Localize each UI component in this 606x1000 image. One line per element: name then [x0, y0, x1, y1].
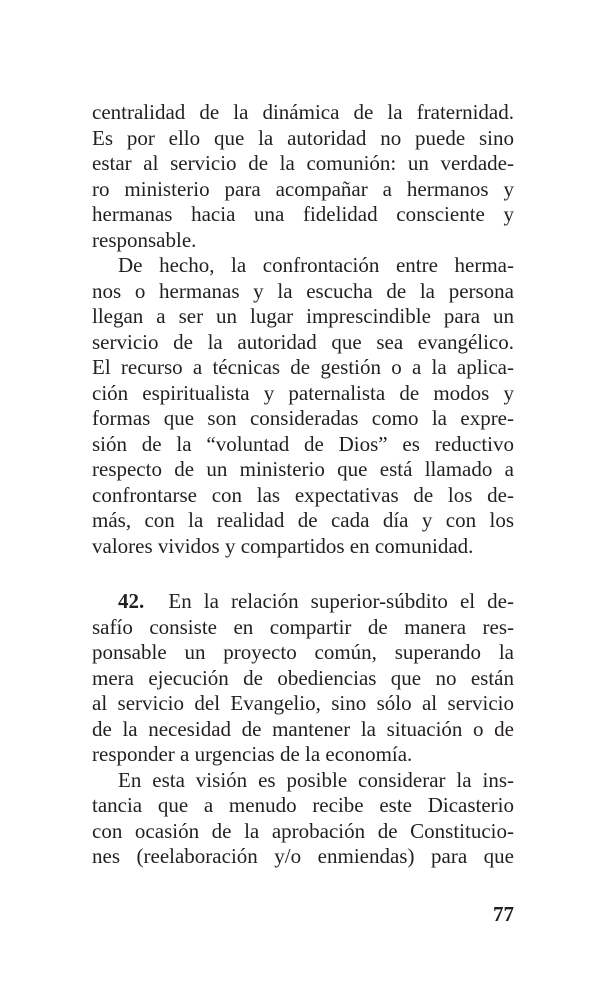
text-line: más, con la realidad de cada día y con los — [92, 508, 514, 532]
text-line: de la necesidad de mantener la situación o de — [92, 716, 514, 741]
text-line: tancia que a menudo recibe este Dicasterio — [92, 793, 514, 817]
text-line: sión de la “voluntad de Dios” es reductivo — [92, 431, 514, 456]
section-number: 42. — [118, 589, 145, 613]
text-line: nes (reelaboración y/o enmiendas) para que — [92, 844, 514, 868]
text-line: respecto de un ministerio que está llamado a — [92, 457, 514, 481]
text-line: al servicio del Evangelio, sino sólo al servicio — [92, 691, 514, 715]
text-line: safío consiste en compartir de manera res- — [92, 614, 514, 639]
page-number: 77 — [493, 902, 514, 926]
text-line: ponsable un proyecto común, superando la — [92, 640, 514, 664]
text-line: Es por ello que la autoridad no puede sino — [92, 125, 514, 150]
text-line: valores vividos y compartidos en comunidad. — [92, 533, 474, 558]
text-line: En esta visión es posible considerar la ins- — [118, 767, 514, 792]
text-line: centralidad de la dinámica de la fraternidad. — [92, 100, 514, 124]
text-line: con ocasión de la aprobación de Constitucio- — [92, 818, 514, 843]
text-line: De hecho, la confrontación entre herma- — [118, 253, 514, 277]
paragraph-block-authority — [92, 100, 514, 559]
text-line: llegan a ser un lugar imprescindible para un — [92, 304, 514, 328]
text-line: formas que son consideradas como la expre- — [92, 406, 514, 430]
text-line: mera ejecución de obediencias que no están — [92, 665, 514, 690]
text-line: servicio de la autoridad que sea evangélico. — [92, 329, 514, 354]
text-line: ción espiritualista y paternalista de modos y — [92, 380, 514, 405]
text-line: responsable. — [92, 227, 197, 252]
text-line: confrontarse con las expectativas de los de- — [92, 482, 514, 507]
text-line: responder a urgencias de la economía. — [92, 742, 413, 766]
text-line: En la relación superior-súbdito el de- — [168, 589, 514, 613]
text-line: nos o hermanas y la escucha de la persona — [92, 278, 514, 303]
section-first-line — [92, 589, 514, 615]
text-line: hermanas hacia una fidelidad consciente y — [92, 202, 514, 226]
text-line: El recurso a técnicas de gestión o a la aplica- — [92, 355, 514, 379]
paragraph-block-section-42 — [92, 589, 514, 870]
text-line: estar al servicio de la comunión: un verdade- — [92, 151, 514, 175]
text-line: ro ministerio para acompañar a hermanos y — [92, 176, 514, 201]
